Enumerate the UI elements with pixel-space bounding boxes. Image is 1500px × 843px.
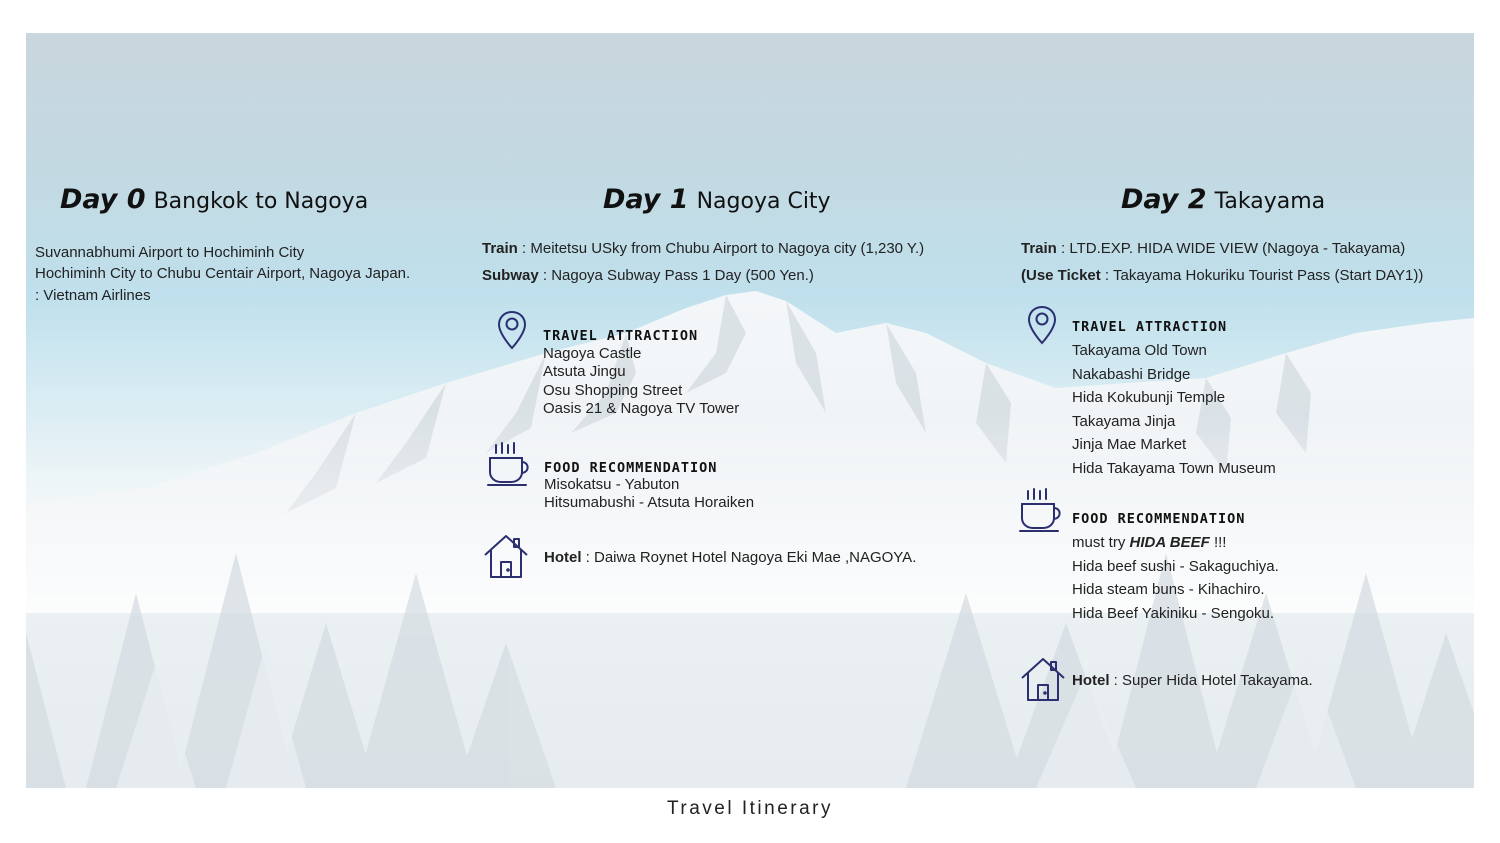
day1-hotel-label: Hotel bbox=[544, 549, 582, 566]
day1-title: Nagoya City bbox=[696, 189, 831, 214]
day2-attraction-label: TRAVEL ATTRACTION bbox=[1072, 319, 1228, 335]
day2-train-label: Train bbox=[1021, 240, 1057, 257]
food-must-prefix: must try bbox=[1072, 534, 1130, 551]
house-icon bbox=[1020, 656, 1066, 702]
house-icon bbox=[483, 533, 529, 579]
day0-title: Bangkok to Nagoya bbox=[153, 189, 369, 214]
location-pin-icon bbox=[497, 310, 527, 350]
day1-attraction-label: TRAVEL ATTRACTION bbox=[543, 328, 699, 344]
day2-attraction-list bbox=[1072, 339, 1276, 480]
day2-heading bbox=[1121, 184, 1325, 215]
list-item: Misokatsu - Yabuton bbox=[544, 476, 680, 493]
day2-train bbox=[1021, 238, 1405, 259]
list-item: Hida Takayama Town Museum bbox=[1072, 459, 1276, 477]
list-item: Hitsumabushi - Atsuta Horaiken bbox=[544, 494, 755, 512]
day1-hotel-text: : Daiwa Roynet Hotel Nagoya Eki Mae ,NAGOYA. bbox=[581, 549, 917, 566]
day2-number: Day 2 bbox=[1121, 184, 1207, 215]
list-item: Hida beef sushi - Sakaguchiya. bbox=[1072, 557, 1279, 575]
list-item: Oasis 21 & Nagoya TV Tower bbox=[543, 399, 740, 417]
list-item: Jinja Mae Market bbox=[1072, 436, 1187, 453]
day0-route-2: Hochiminh City to Chubu Centair Airport, Nagoya Japan. bbox=[35, 265, 411, 282]
day2-train-text: : LTD.EXP. HIDA WIDE VIEW (Nagoya - Takayama) bbox=[1056, 240, 1406, 257]
footer-caption: Travel Itinerary bbox=[667, 798, 833, 819]
day1-hotel bbox=[544, 547, 916, 568]
list-item: Takayama Jinja bbox=[1072, 412, 1176, 430]
list-item: Nagoya Castle bbox=[543, 345, 642, 362]
list-item bbox=[1072, 531, 1279, 555]
day2-food-list bbox=[1072, 531, 1279, 625]
list-item: Takayama Old Town bbox=[1072, 342, 1207, 359]
day1-food-label: FOOD RECOMMENDATION bbox=[544, 460, 718, 476]
day0-airline-name: Vietnam Airlines bbox=[43, 287, 151, 304]
food-must-emphasis: HIDA BEEF bbox=[1129, 534, 1210, 551]
day1-train bbox=[482, 238, 924, 259]
day2-food-label: FOOD RECOMMENDATION bbox=[1072, 511, 1246, 527]
day1-subway-text: : Nagoya Subway Pass 1 Day (500 Yen.) bbox=[538, 267, 814, 284]
coffee-cup-icon bbox=[486, 442, 532, 488]
day1-train-text: : Meitetsu USky from Chubu Airport to Nagoya city (1,230 Y.) bbox=[517, 240, 925, 257]
list-item: Hida steam buns - Kihachiro. bbox=[1072, 581, 1265, 598]
day2-ticket-text: : Takayama Hokuriku Tourist Pass (Start DAY1)) bbox=[1100, 267, 1424, 284]
day1-subway-label: Subway bbox=[482, 267, 539, 284]
day0-airline bbox=[35, 285, 151, 306]
day1-subway bbox=[482, 265, 814, 286]
day0-heading bbox=[60, 184, 368, 215]
list-item: Osu Shopping Street bbox=[543, 381, 683, 399]
day1-heading bbox=[603, 184, 831, 215]
day0-route-1: Suvannabhumi Airport to Hochiminh City bbox=[35, 244, 305, 261]
food-must-suffix: !!! bbox=[1209, 534, 1227, 551]
day2-hotel-label: Hotel bbox=[1072, 672, 1110, 689]
list-item: Hida Beef Yakiniku - Sengoku. bbox=[1072, 604, 1275, 622]
day2-hotel bbox=[1072, 670, 1313, 691]
day0-number: Day 0 bbox=[60, 184, 146, 215]
day2-hotel-text: : Super Hida Hotel Takayama. bbox=[1109, 672, 1313, 689]
day2-title: Takayama bbox=[1214, 189, 1326, 214]
coffee-cup-icon bbox=[1018, 488, 1064, 534]
list-item: Atsuta Jingu bbox=[543, 363, 626, 381]
day2-ticket-label: (Use Ticket bbox=[1021, 267, 1101, 284]
day0-airline-prefix: : bbox=[35, 287, 44, 304]
location-pin-icon bbox=[1027, 305, 1057, 345]
list-item: Nakabashi Bridge bbox=[1072, 365, 1191, 383]
list-item: Hida Kokubunji Temple bbox=[1072, 389, 1226, 406]
day2-ticket bbox=[1021, 265, 1423, 286]
day1-number: Day 1 bbox=[603, 184, 689, 215]
day1-attraction-list bbox=[543, 345, 739, 418]
day1-train-label: Train bbox=[482, 240, 518, 257]
day1-food-list bbox=[544, 476, 754, 513]
